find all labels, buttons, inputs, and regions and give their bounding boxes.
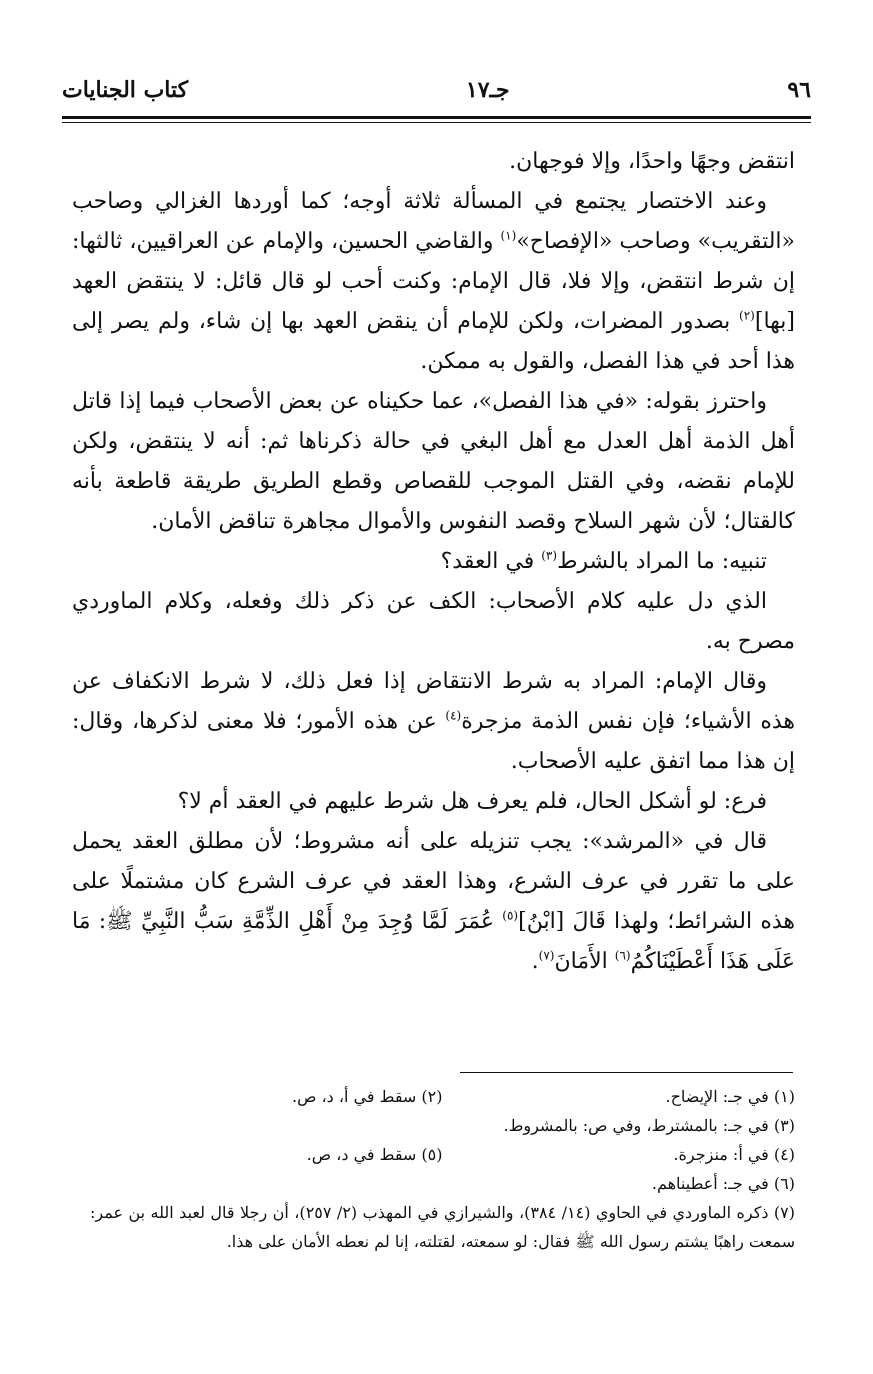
main-text <box>72 142 795 982</box>
text-run: والقاضي الحسين، والإمام عن العراقيين، ثالثها: إن شرط انتقض، وإلا فلا، قال الإمام: وكنت أحب لو قال قائل: لا ينتقض العهد [بها] <box>72 229 795 334</box>
footnote-2: (٢) سقط في أ، د، ص. <box>291 1087 443 1106</box>
footnote-ref-1[interactable]: (١) <box>500 228 517 243</box>
text-run: . <box>531 949 539 974</box>
text-run: وقال الإمام: المراد به شرط الانتقاض إذا فعل ذلك، لا شرط الانكفاف عن هذه الأشياء؛ فإن نفس الذمة مزجرة <box>72 669 795 734</box>
page-header <box>62 70 811 110</box>
header-rule-thick <box>62 116 811 119</box>
text-run: وعند الاختصار يجتمع في المسألة ثلاثة أوجه؛ كما أوردها الغزالي وصاحب «التقريب» وصاحب «الإفصاح» <box>72 189 795 254</box>
footnote-ref-3[interactable]: (٣) <box>541 548 558 563</box>
text-run: بصدور المضرات، ولكن للإمام أن ينقض العهد بها إن شاء، ولم يصر إلى هذا أحد في هذا الفصل، والقول به ممكن. <box>72 309 795 374</box>
footnote-3: (٣) في جـ: بالمشترط، وفي ص: بالمشروط. <box>503 1116 795 1135</box>
footnote-4: (٤) في أ: منزجرة. <box>673 1145 795 1164</box>
footnotes <box>90 1082 795 1256</box>
paragraph-4-notice <box>72 542 795 582</box>
text-run: الأَمَانَ <box>554 949 615 974</box>
footnote-6: (٦) في جـ: أعطيناهم. <box>651 1174 795 1193</box>
header-rule-thin <box>62 122 811 123</box>
paragraph-6 <box>72 662 795 782</box>
paragraph-1: انتقض وجهًا واحدًا، وإلا فوجهان. <box>509 149 795 174</box>
text-run: تنبيه: ما المراد بالشرط <box>557 549 767 574</box>
footnote-ref-7[interactable]: (٧) <box>538 948 555 963</box>
footnote-row <box>90 1111 795 1140</box>
footnote-row <box>90 1082 795 1111</box>
footnote-separator <box>460 1072 793 1073</box>
footnote-ref-4[interactable]: (٤) <box>445 708 462 723</box>
text-run: قال في «المرشد»: يجب تنزيله على أنه مشروط؛ لأن مطلق العقد يحمل على ما تقرر في عرف الشرع، وهذا العقد في عرف الشرع كان مشتملًا على هذه الشرائط؛ ولهذا قَالَ [ابْنُ] <box>72 829 795 934</box>
footnote-row <box>90 1169 795 1198</box>
volume-label: جـ١٧ <box>465 77 510 103</box>
text-run: عن هذه الأمور؛ فلا معنى لذكرها، وقال: إن هذا مما اتفق عليه الأصحاب. <box>72 709 795 774</box>
footnote-1: (١) في جـ: الإيضاح. <box>665 1087 795 1106</box>
paragraph-8 <box>72 822 795 982</box>
paragraph-2 <box>72 182 795 382</box>
text-run: عُمَرَ لَمَّا وُجِدَ مِنْ أَهْلِ الذِّمَّةِ سَبُّ النَّبِيِّ ﷺ: مَا عَلَى هَذَا أَعْطَيْنَاكُمُ <box>72 909 795 974</box>
footnote-ref-5[interactable]: (٥) <box>502 908 519 923</box>
text-run: في العقد؟ <box>440 549 542 574</box>
footnote-5: (٥) سقط في د، ص. <box>306 1145 443 1164</box>
book-title: كتاب الجنايات <box>62 77 189 103</box>
footnote-ref-6[interactable]: (٦) <box>614 948 631 963</box>
paragraph-7-branch: فرع: لو أشكل الحال، فلم يعرف هل شرط عليهم في العقد أم لا؟ <box>177 789 767 814</box>
footnote-row <box>90 1140 795 1169</box>
footnote-7: (٧) ذكره الماوردي في الحاوي (١٤/ ٣٨٤)، والشيرازي في المهذب (٢/ ٢٥٧)، أن رجلا قال لعبد الله بن عمر: سمعت راهبًا يشتم رسول الله ﷺ فقال: لو سمعته، لقتلته، إنا لم نعطه الأمان على هذا. <box>90 1203 796 1251</box>
paragraph-3: واحترز بقوله: «في هذا الفصل»، عما حكيناه عن بعض الأصحاب فيما إذا قاتل أهل الذمة أهل العدل مع أهل البغي في حالة ذكرناها ثم: أنه لا ينتقض، ولكن للإمام نقضه، وفي القتل الموجب للقصاص وقطع الطريق طريقة قاطعة بأنه كالقتال؛ لأن شهر السلاح وقصد النفوس والأموال مجاهرة تناقض الأمان. <box>72 389 795 534</box>
page-number: ٩٦ <box>787 77 811 103</box>
footnote-ref-2[interactable]: (٢) <box>739 308 755 323</box>
paragraph-5: الذي دل عليه كلام الأصحاب: الكف عن ذكر ذلك وفعله، وكلام الماوردي مصرح به. <box>72 589 795 654</box>
